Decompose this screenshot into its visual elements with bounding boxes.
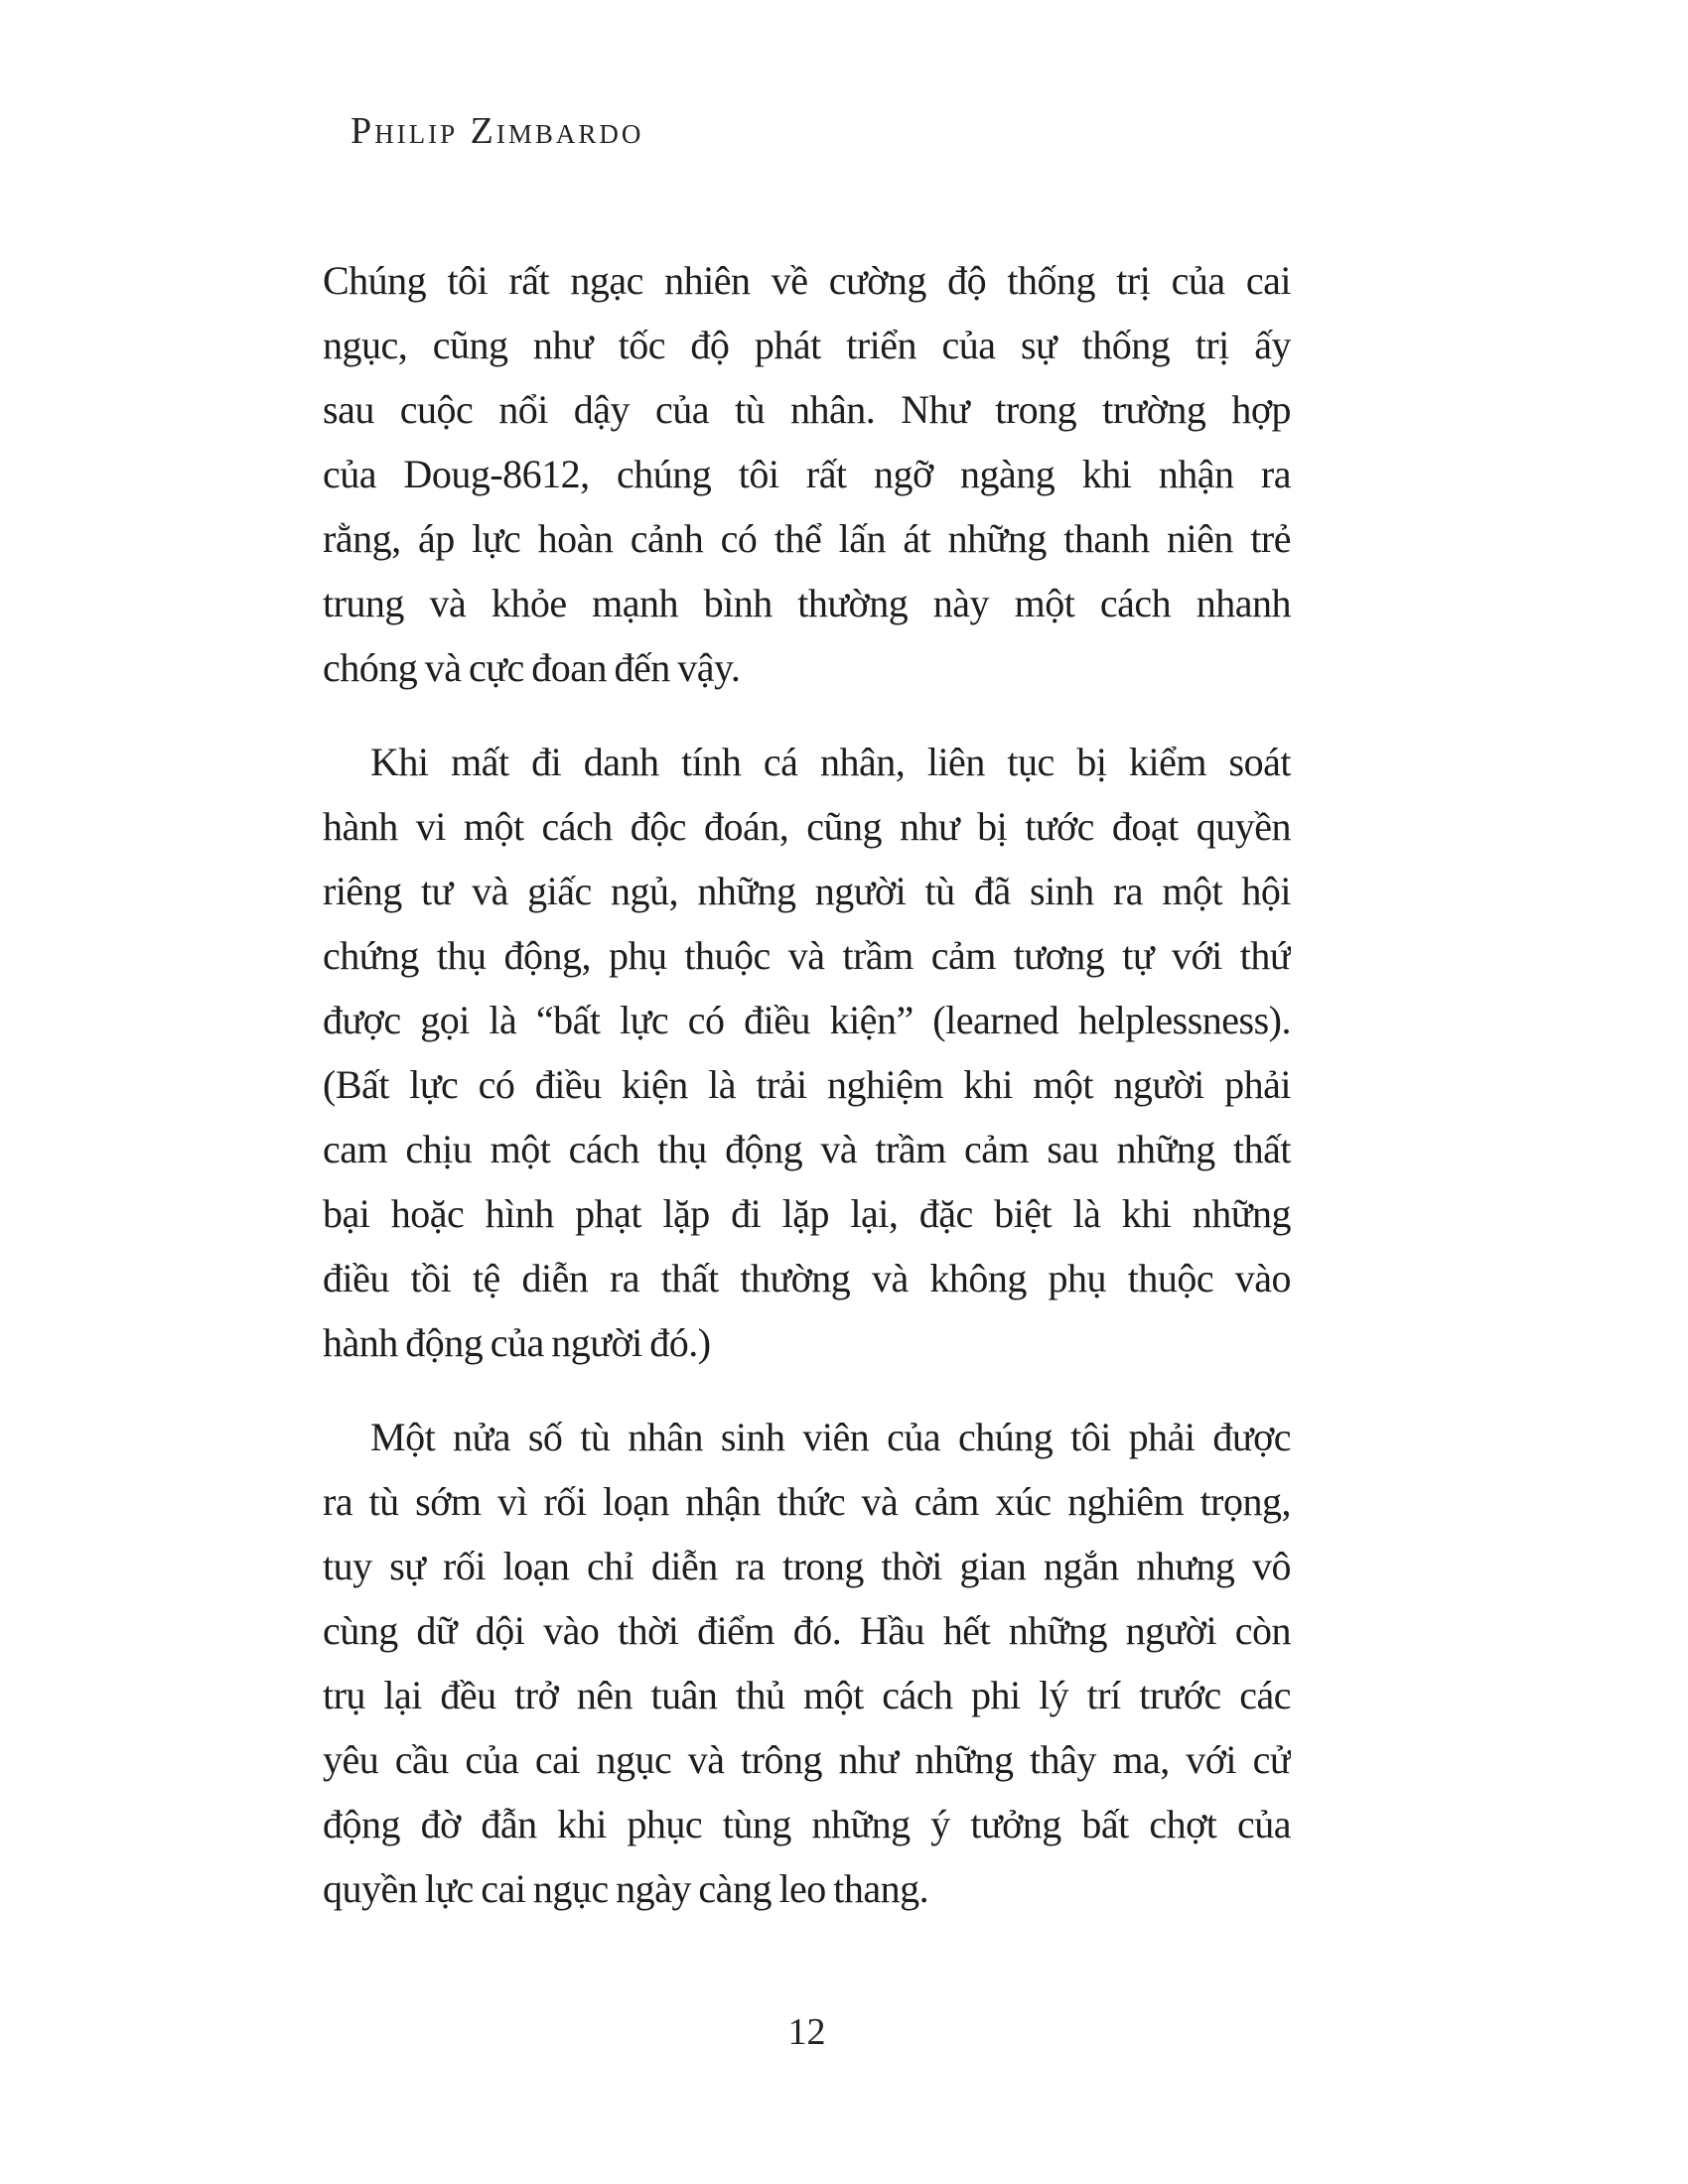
text-line: Chúng tôi rất ngạc nhiên về cường độ thống trị của cai: [323, 258, 1291, 303]
text-line: hành động của người đó.): [323, 1320, 711, 1365]
text-line: ra tù sớm vì rối loạn nhận thức và cảm xúc nghiêm trọng,: [323, 1479, 1291, 1524]
text-line: quyền lực cai ngục ngày càng leo thang.: [323, 1866, 929, 1911]
paragraph: [323, 730, 1291, 1375]
page-number: 12: [787, 2011, 826, 2053]
text-line: cam chịu một cách thụ động và trầm cảm sau những thất: [323, 1127, 1291, 1171]
text-line: bại hoặc hình phạt lặp đi lặp lại, đặc biệt là khi những: [323, 1191, 1291, 1236]
paragraph: [323, 1405, 1291, 1921]
text-line: riêng tư và giấc ngủ, những người tù đã sinh ra một hội: [323, 869, 1291, 913]
text-line: của Doug-8612, chúng tôi rất ngỡ ngàng khi nhận ra: [323, 452, 1291, 496]
text-line: được gọi là “bất lực có điều kiện” (learned helplessness).: [323, 998, 1291, 1042]
text-line: yêu cầu của cai ngục và trông như những thây ma, với cử: [323, 1737, 1291, 1782]
text-line: điều tồi tệ diễn ra thất thường và không phụ thuộc vào: [323, 1256, 1291, 1300]
text-line: trung và khỏe mạnh bình thường này một cách nhanh: [323, 581, 1291, 625]
running-head-author: Philip Zimbardo: [351, 110, 644, 152]
text-line: tuy sự rối loạn chỉ diễn ra trong thời gian ngắn nhưng vô: [323, 1544, 1291, 1588]
text-line: Một nửa số tù nhân sinh viên của chúng tôi phải được: [370, 1415, 1291, 1459]
text-line: Khi mất đi danh tính cá nhân, liên tục bị kiểm soát: [370, 740, 1291, 784]
text-line: hành vi một cách độc đoán, cũng như bị tước đoạt quyền: [323, 804, 1291, 849]
body-text: [323, 248, 1291, 1951]
text-line: trụ lại đều trở nên tuân thủ một cách phi lý trí trước các: [323, 1673, 1291, 1717]
text-line: sau cuộc nổi dậy của tù nhân. Như trong trường hợp: [323, 387, 1291, 432]
text-line: ngục, cũng như tốc độ phát triển của sự thống trị ấy: [323, 323, 1291, 367]
text-line: chóng và cực đoan đến vậy.: [323, 645, 741, 690]
paragraph: [323, 248, 1291, 700]
text-line: chứng thụ động, phụ thuộc và trầm cảm tương tự với thứ: [323, 933, 1291, 978]
text-line: cùng dữ dội vào thời điểm đó. Hầu hết những người còn: [323, 1608, 1291, 1653]
text-line: rằng, áp lực hoàn cảnh có thể lấn át những thanh niên trẻ: [323, 516, 1291, 561]
text-line: động đờ đẫn khi phục tùng những ý tưởng bất chợt của: [323, 1802, 1291, 1846]
text-line: (Bất lực có điều kiện là trải nghiệm khi một người phải: [323, 1062, 1291, 1107]
